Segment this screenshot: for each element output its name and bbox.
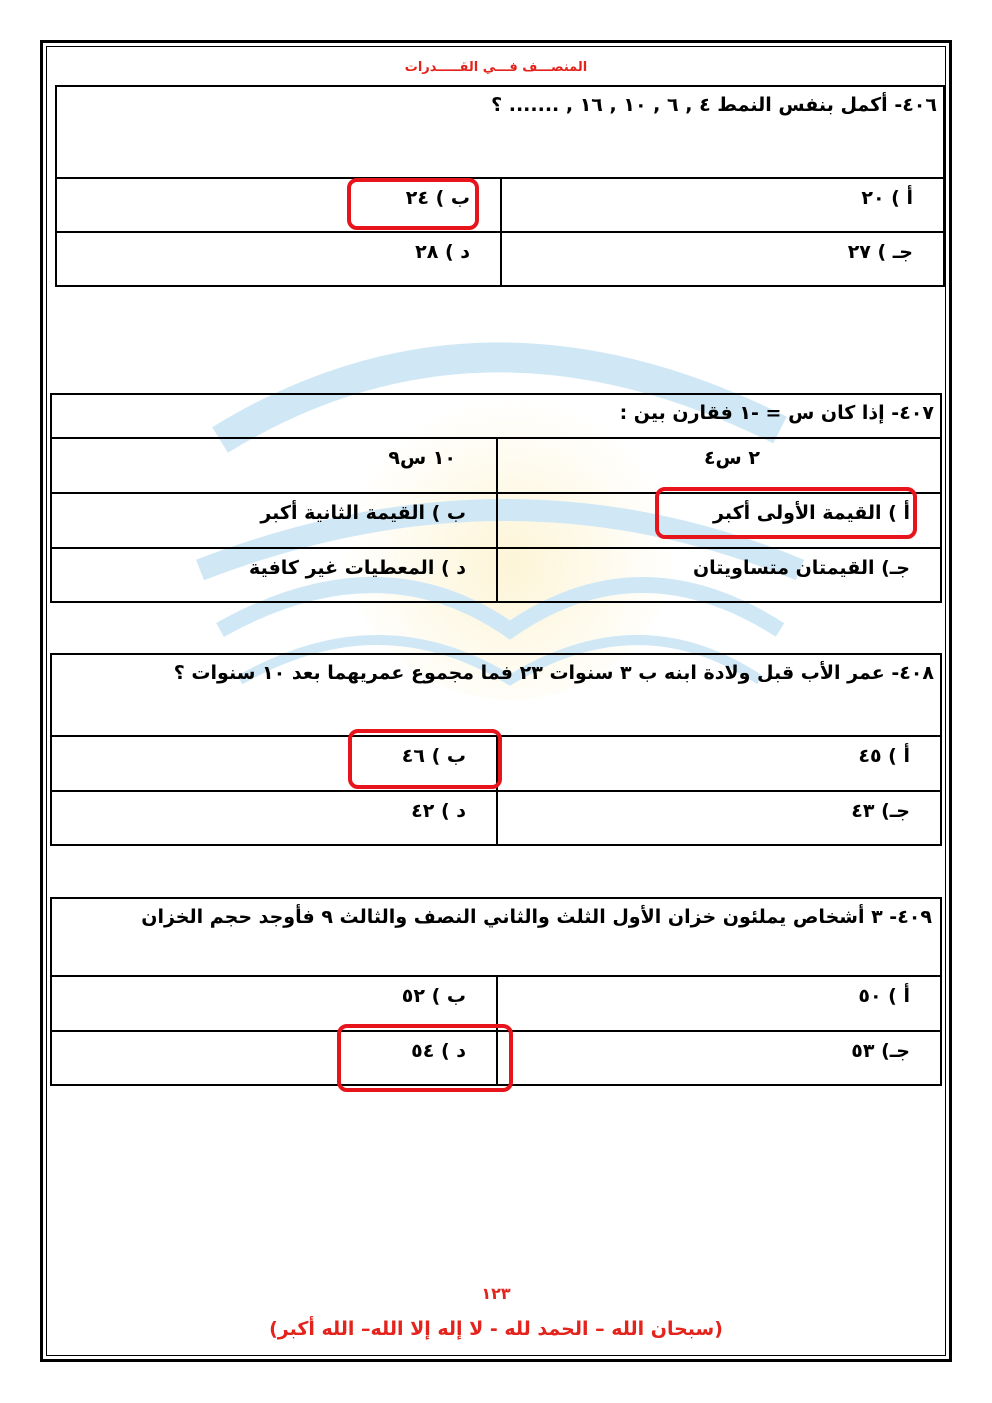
question-407	[50, 393, 942, 603]
footer-dhikr: (سبحان الله – الحمد لله - لا إله إلا الله– الله أكبر)	[269, 1318, 723, 1340]
question-406	[55, 85, 945, 287]
option-a[interactable]: أ ) ٥٠	[496, 977, 940, 1030]
compare-row	[52, 439, 940, 494]
options-row-2	[57, 233, 943, 287]
question-stem: ٤٠٦- أكمل بنفس النمط ٤ , ٦ , ١٠ , ١٦ , ....... ؟	[57, 87, 943, 179]
option-d[interactable]: د ) ٤٢	[411, 800, 466, 822]
options-row-2	[52, 792, 940, 846]
option-b[interactable]: ب ) ٥٢	[401, 985, 466, 1007]
options-row-1	[52, 737, 940, 792]
options-row-1	[52, 494, 940, 549]
option-b[interactable]: ب ) ٤٦	[401, 745, 466, 767]
compare-second-value: ١٠ س٩	[388, 447, 456, 469]
option-c[interactable]: جـ) ٤٣	[496, 792, 940, 846]
options-row-1	[57, 179, 943, 233]
option-d[interactable]: د ) المعطيات غير كافية	[249, 557, 466, 579]
option-a[interactable]: أ ) ٤٥	[496, 737, 940, 790]
options-row-1	[52, 977, 940, 1032]
options-row-2	[52, 549, 940, 603]
compare-first-value: ٢ س٤	[496, 439, 940, 492]
page-number: ١٢٣	[481, 1284, 511, 1303]
question-408	[50, 653, 942, 846]
option-b[interactable]: ب ) ٢٤	[405, 187, 470, 209]
options-row-2	[52, 1032, 940, 1086]
question-409	[50, 897, 942, 1086]
question-stem: ٤٠٩- ٣ أشخاص يملئون خزان الأول الثلث والثاني النصف والثالث ٩ فأوجد حجم الخزان	[52, 899, 940, 977]
option-d[interactable]: د ) ٢٨	[415, 241, 470, 263]
header-title: المنصـــف فـــي القـــــدرات	[404, 60, 588, 75]
option-a[interactable]: أ ) ٢٠	[500, 179, 943, 231]
question-stem: ٤٠٧- إذا كان س = -١ فقارن بين :	[52, 395, 940, 439]
question-stem: ٤٠٨- عمر الأب قبل ولادة ابنه ب ٣ سنوات ٢٣ فما مجموع عمريهما بعد ١٠ سنوات ؟	[52, 655, 940, 737]
option-b[interactable]: ب ) القيمة الثانية أكبر	[260, 502, 466, 524]
option-c[interactable]: جـ) القيمتان متساويتان	[496, 549, 940, 603]
option-c[interactable]: جـ ) ٢٧	[500, 233, 943, 287]
option-a[interactable]: أ ) القيمة الأولى أكبر	[496, 494, 940, 547]
option-c[interactable]: جـ) ٥٣	[496, 1032, 940, 1086]
option-d[interactable]: د ) ٥٤	[411, 1040, 466, 1062]
